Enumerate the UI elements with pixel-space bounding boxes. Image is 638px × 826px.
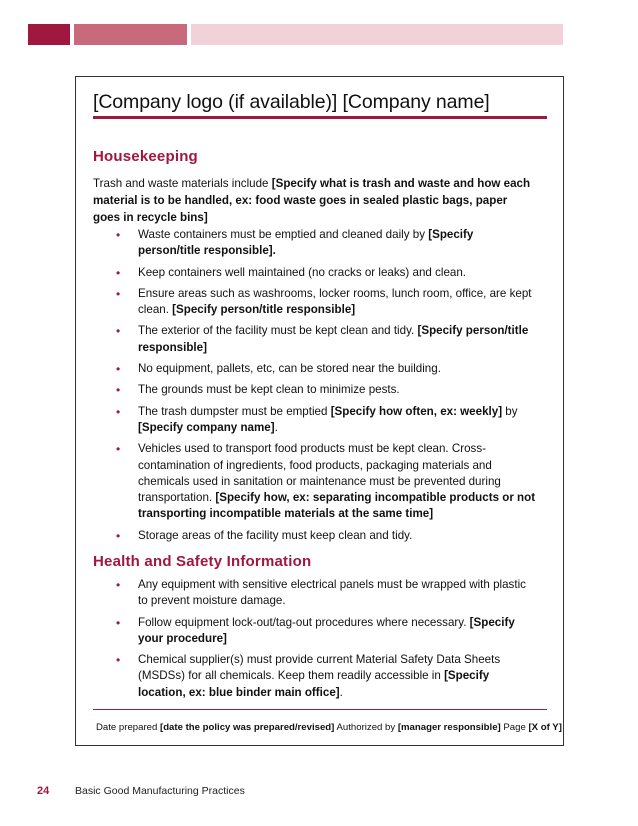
bullet-icon: • — [116, 615, 121, 630]
bullet-icon: • — [116, 286, 121, 301]
list-item — [116, 265, 536, 281]
page-label: Page — [500, 722, 529, 733]
item-text: Keep containers well maintained (no cracks or leaks) and clean. — [138, 265, 467, 279]
policy-form-frame — [75, 76, 564, 746]
item-text: No equipment, pallets, etc, can be stored near the building. — [138, 362, 441, 376]
list-item — [116, 577, 536, 610]
header-bar-medium — [74, 24, 187, 45]
list-item — [116, 227, 536, 260]
item-text: Follow equipment lock-out/tag-out procedures where necessary. — [138, 615, 470, 629]
auth-value: [manager responsible] — [397, 722, 501, 733]
item-text: The trash dumpster must be emptied — [138, 404, 331, 418]
health-safety-list — [116, 577, 536, 706]
date-value: [date the policy was prepared/revised] — [160, 722, 335, 733]
bullet-icon: • — [116, 324, 121, 339]
housekeeping-intro — [93, 175, 533, 226]
intro-placeholder: [Specify what is trash and waste and how each material is to be handled, ex: food waste goes in sealed plastic bags, paper goes in recycle bins] — [93, 177, 531, 224]
item-text: Chemical supplier(s) must provide current Material Safety Data Sheets (MSDSs) for all chemicals. Keep them readily accessible in — [138, 653, 501, 683]
form-footer — [96, 722, 562, 733]
bullet-icon: • — [116, 383, 121, 398]
item-text: The grounds must be kept clean to minimize pests. — [138, 383, 400, 397]
bullet-icon: • — [116, 228, 121, 242]
item-placeholder: [Specify your procedure] — [138, 615, 515, 645]
item-text: The exterior of the facility must be kept clean and tidy. — [138, 324, 418, 338]
form-title: [Company logo (if available)] [Company name] — [93, 91, 490, 113]
bullet-icon: • — [116, 578, 121, 592]
housekeeping-list — [116, 227, 536, 549]
bullet-icon: • — [116, 404, 121, 419]
list-item — [116, 652, 536, 701]
item-placeholder: [Specify how, ex: separating incompatible products or not transporting incompatible materials at the same time] — [138, 491, 536, 521]
footer-rule — [93, 709, 547, 710]
list-item — [116, 286, 536, 319]
item-placeholder: [Specify person/title responsible]. — [138, 228, 474, 258]
bullet-icon: • — [116, 362, 121, 377]
list-item — [116, 382, 536, 398]
list-item — [116, 361, 536, 377]
page-number: 24 — [37, 785, 50, 797]
list-item — [116, 615, 536, 648]
list-item — [116, 528, 536, 544]
list-item — [116, 404, 536, 437]
item-text-end: . — [274, 420, 278, 434]
list-item — [116, 441, 536, 522]
intro-text: Trash and waste materials include — [93, 177, 272, 190]
item-text-after: . — [339, 685, 343, 699]
item-text: Vehicles used to transport food products must be kept clean. Cross-contamination of ingredients, food products, packaging materials and chemicals used in sanitation or maintenance must be prevented during transportation. — [138, 442, 501, 505]
header-bar-light — [191, 24, 563, 45]
item-placeholder: [Specify how often, ex: weekly] — [330, 404, 503, 418]
item-text-after: by — [502, 404, 518, 418]
item-placeholder-2: [Specify company name] — [138, 420, 275, 434]
bullet-icon: • — [116, 265, 121, 280]
item-text: Any equipment with sensitive electrical panels must be wrapped with plastic to prevent moisture damage. — [138, 578, 526, 608]
page-value: [X of Y] — [528, 722, 562, 733]
title-rule — [93, 116, 547, 119]
item-text: Waste containers must be emptied and cleaned daily by — [138, 228, 429, 241]
item-placeholder: [Specify location, ex: blue binder main office] — [138, 669, 490, 699]
item-text: Ensure areas such as washrooms, locker rooms, lunch room, office, are kept clean. — [138, 286, 532, 317]
item-text: Storage areas of the facility must keep clean and tidy. — [138, 528, 413, 542]
auth-label: Authorized by — [334, 722, 398, 733]
bullet-icon: • — [116, 442, 121, 457]
header-bar-dark — [28, 24, 70, 45]
item-placeholder: [Specify person/title responsible] — [172, 303, 356, 317]
bullet-icon: • — [116, 653, 121, 668]
section-heading-housekeeping: Housekeeping — [93, 148, 198, 165]
list-item — [116, 323, 536, 356]
item-placeholder: [Specify person/title responsible] — [138, 324, 529, 354]
section-heading-health-safety: Health and Safety Information — [93, 553, 312, 570]
running-footer-title: Basic Good Manufacturing Practices — [75, 785, 245, 797]
date-label: Date prepared — [96, 722, 160, 733]
bullet-icon: • — [116, 528, 121, 543]
